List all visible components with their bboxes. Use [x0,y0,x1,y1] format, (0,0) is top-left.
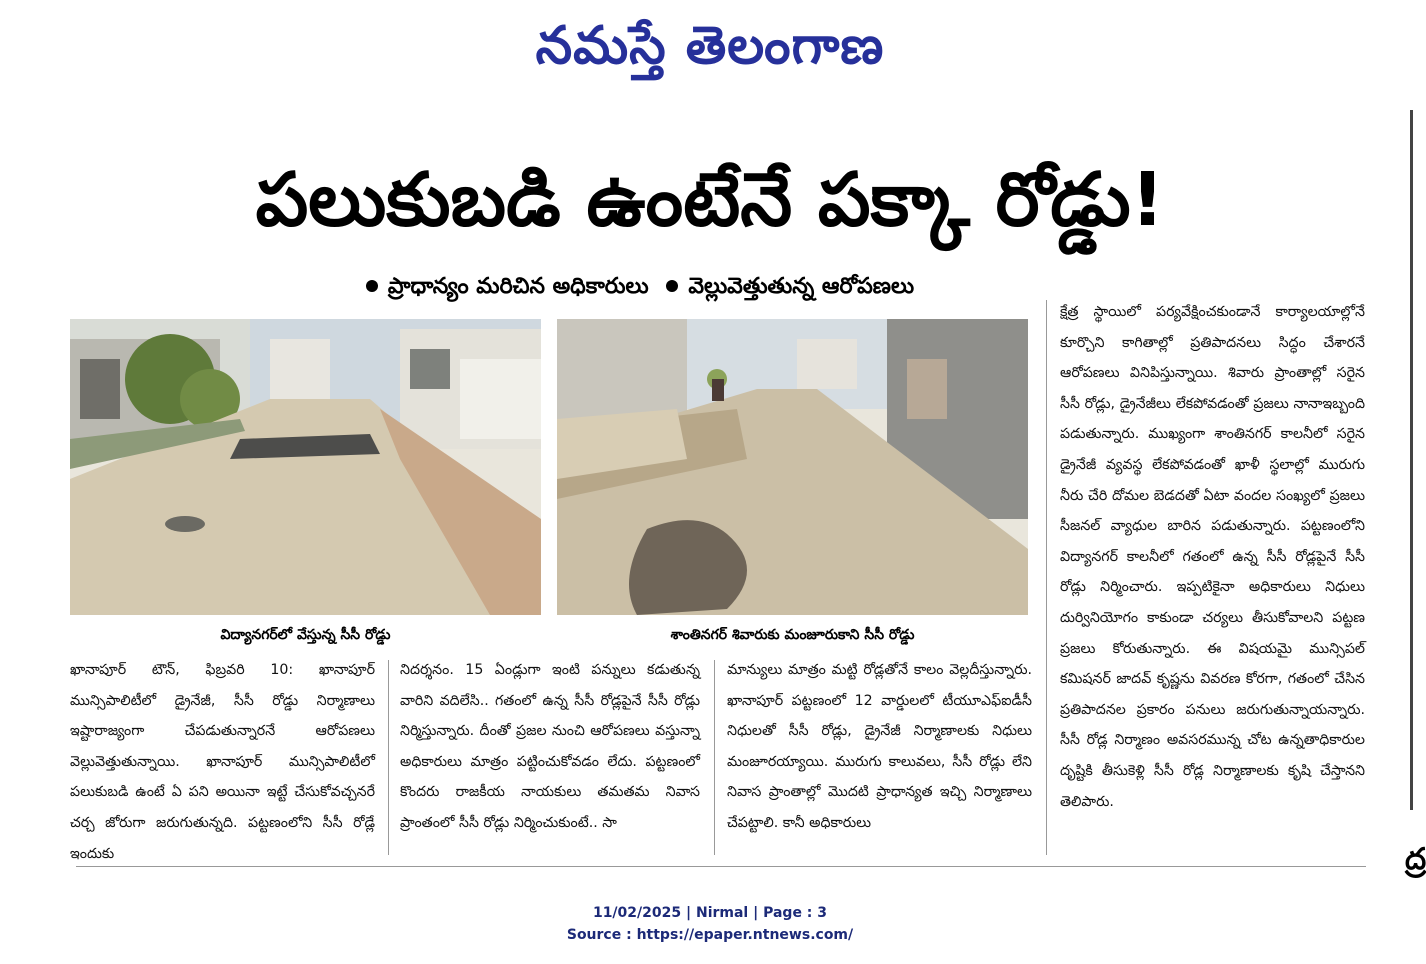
column-text: ఖానాపూర్ టౌన్, ఫిబ్రవరి 10: ఖానాపూర్ మున్సిపాలిటీలో డ్రైనేజీ, సీసీ రోడ్డు నిర్మాణాలు ఇష్టారాజ్యంగా చేపడుతున్నారనే ఆరోపణలు వెల్లువెత్తుతున్నాయి. ఖానాపూర్ మున్సిపాలిటీలో పలుకుబడి ఉంటే ఏ పని అయినా ఇట్టే చేసుకోవచ్చనరే చర్చ జోరుగా జరుగుతున్నది. పట్టణంలోని సీసీ రోడ్లే ఇందుకు [70,662,375,862]
footer-edition-info: 11/02/2025 | Nirmal | Page : 3 [592,905,828,921]
road-photo-illustration [557,319,1028,615]
article-column-2 [400,655,700,855]
subhead-2: వెల్లువెత్తుతున్న ఆరోపణలు [688,274,915,299]
road-photo-illustration [70,319,541,615]
column-text: క్షేత్ర స్థాయిలో పర్యవేక్షించకుండానే కార్యాలయాల్లోనే కూర్చొని కాగితాల్లో ప్రతిపాదనలు సిద్ధం చేశారనే ఆరోపణలు వినిపిస్తున్నాయి. శివారు ప్రాంతాల్లో సరైన సీసీ రోడ్లు, డ్రైనేజీలు లేకపోవడంతో ప్రజలు నానాఇబ్బంది పడుతున్నారు. ముఖ్యంగా శాంతినగర్ కాలనీలో సరైన డ్రైనేజీ వ్యవస్థ లేకపోవడంతో ఖాళీ స్థలాల్లో మురుగు నీరు చేరి దోమల బెడదతో ఏటా వందల సంఖ్యలో ప్రజలు సీజనల్ వ్యాధుల బారిన పడుతున్నారు. పట్టణంలోని విద్యానగర్ కాలనీలో గతంలో ఉన్న సీసీ రోడ్లపైనే సీసీ రోడ్లు నిర్మించారు. ఇప్పటికైనా అధికారులు నిధులు దుర్వినియోగం కాకుండా చర్యలు తీసుకోవాలని పట్టణ ప్రజలు కోరుతున్నారు. ఈ విషయమై మున్సిపల్ కమిషనర్ జాదవ్ కృష్ణను వివరణ కోరగా, గతంలో చేసిన ప్రతిపాదనల ప్రకారం పనులు జరుగుతున్నాయన్నారు. సీసీ రోడ్ల నిర్మాణం అవసరమున్న చోట ఉన్నతాధికారుల దృష్టికి తీసుకెళ్లి సీసీ రోడ్ల నిర్మాణాలకు కృషి చేస్తానని తెలిపారు. [1060,304,1365,810]
column-divider [388,660,389,855]
bullet-icon [666,280,678,292]
photo-shantinagar-road [557,319,1028,615]
column-text: మాన్యులు మాత్రం మట్టి రోడ్లతోనే కాలం వెల్లదీస్తున్నారు. ఖానాపూర్ పట్టణంలో 12 వార్డులలో టీయూఎఫ్ఐడీసీ నిధులతో సీసీ రోడ్లు, డ్రైనేజీ నిర్మాణాలకు నిధులు మంజూరయ్యాయి. మురుగు కాలువలు, సీసీ రోడ్లు లేని నివాస ప్రాంతాల్లో మొదటి ప్రాధాన్యత ఇచ్చి నిర్మాణాలు చేపట్టాలి. కానీ అధికారులు [727,662,1032,831]
adjacent-page-text: ద్ర [1405,842,1426,877]
subhead-1: ప్రాధాన్యం మరిచిన అధికారులు [387,274,649,299]
article-headline: పలుకుబడి ఉంటేనే పక్కా రోడ్డు! [255,157,1165,243]
newspaper-masthead: నమస్తే తెలంగాణ [535,15,885,76]
column-divider [1046,300,1047,855]
column-text: నిదర్శనం. 15 ఏండ్లుగా ఇంటి పన్నులు కడుతున్న వారిని వదిలేసి.. గతంలో ఉన్న సీసీ రోడ్లపైనే సీసీ రోడ్లు నిర్మిస్తున్నారు. దీంతో ప్రజల నుంచి ఆరోపణలు వస్తున్నా అధికారులు మాత్రం పట్టించుకోవడం లేదు. పట్టణంలో కొందరు రాజకీయ నాయకులు తమతమ నివాస ప్రాంతంలో సీసీ రోడ్లు నిర్మించుకుంటే.. సా [400,662,700,831]
article-subheads [270,270,1000,304]
column-divider [714,660,715,855]
footer-source-link[interactable]: Source : https://epaper.ntnews.com/ [566,927,854,943]
photo-vidyanagar-road [70,319,541,615]
photo-caption-shantinagar: శాంతినగర్ శివారుకు మంజూరుకాని సీసీ రోడ్డు [670,627,915,643]
photo-caption-vidyanagar: విద్యానగర్‌లో వేస్తున్న సీసీ రోడ్డు [220,627,391,643]
article-column-1 [70,655,375,862]
article-column-3 [727,655,1032,855]
adjacent-page-edge [1410,110,1413,810]
bullet-icon [366,280,378,292]
page-bottom-rule [76,866,1366,867]
article-column-4 [1060,297,1365,857]
